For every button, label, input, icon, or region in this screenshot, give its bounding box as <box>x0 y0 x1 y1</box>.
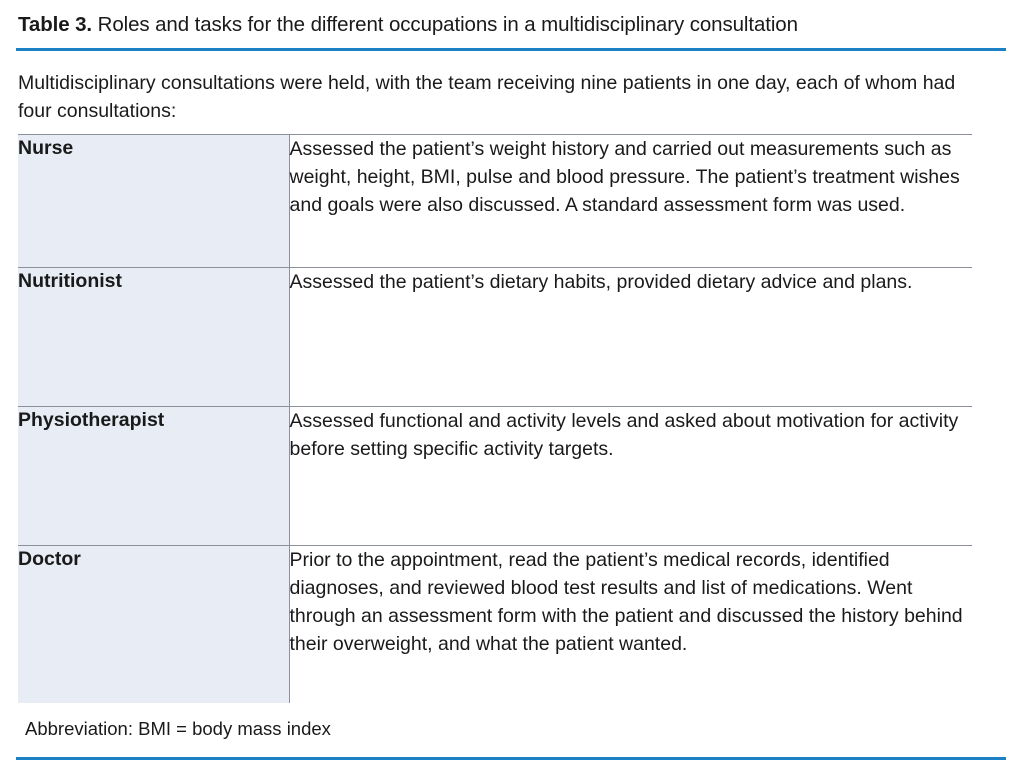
roles-and-tasks-table <box>18 134 972 741</box>
table-row <box>18 546 972 703</box>
role-label-nutritionist: Nutritionist <box>18 268 289 407</box>
role-description-physiotherapist: Assessed functional and activity levels and asked about motivation for activity before setting specific activity targets. <box>289 407 972 546</box>
table-footnote: Abbreviation: BMI = body mass index <box>18 703 972 741</box>
table-body <box>18 135 972 741</box>
table-row <box>18 268 972 407</box>
table-caption <box>18 12 1008 38</box>
intro-paragraph: Multidisciplinary consultations were held, with the team receiving nine patients in one day, each of whom had four consultations: <box>18 72 956 122</box>
bottom-accent-rule <box>16 757 1006 760</box>
table-row <box>18 135 972 268</box>
table-footnote-row <box>18 703 972 741</box>
role-description-doctor: Prior to the appointment, read the patient’s medical records, identified diagnoses, and reviewed blood test results and list of medications. Went through an assessment form with the patient and discussed the history behind their overweight, and what the patient wanted. <box>289 546 972 703</box>
role-label-nurse: Nurse <box>18 135 289 268</box>
role-label-doctor: Doctor <box>18 546 289 703</box>
role-label-physiotherapist: Physiotherapist <box>18 407 289 546</box>
role-description-nutritionist: Assessed the patient’s dietary habits, provided dietary advice and plans. <box>289 268 972 407</box>
top-accent-rule <box>16 48 1006 51</box>
role-description-nurse: Assessed the patient’s weight history and carried out measurements such as weight, height, BMI, pulse and blood pressure. The patient’s treatment wishes and goals were also discussed. A standard assessment form was used. <box>289 135 972 268</box>
table-caption-label: Table 3. <box>18 13 93 36</box>
table-caption-text: Roles and tasks for the different occupations in a multidisciplinary consultation <box>92 13 798 36</box>
table-row <box>18 407 972 546</box>
